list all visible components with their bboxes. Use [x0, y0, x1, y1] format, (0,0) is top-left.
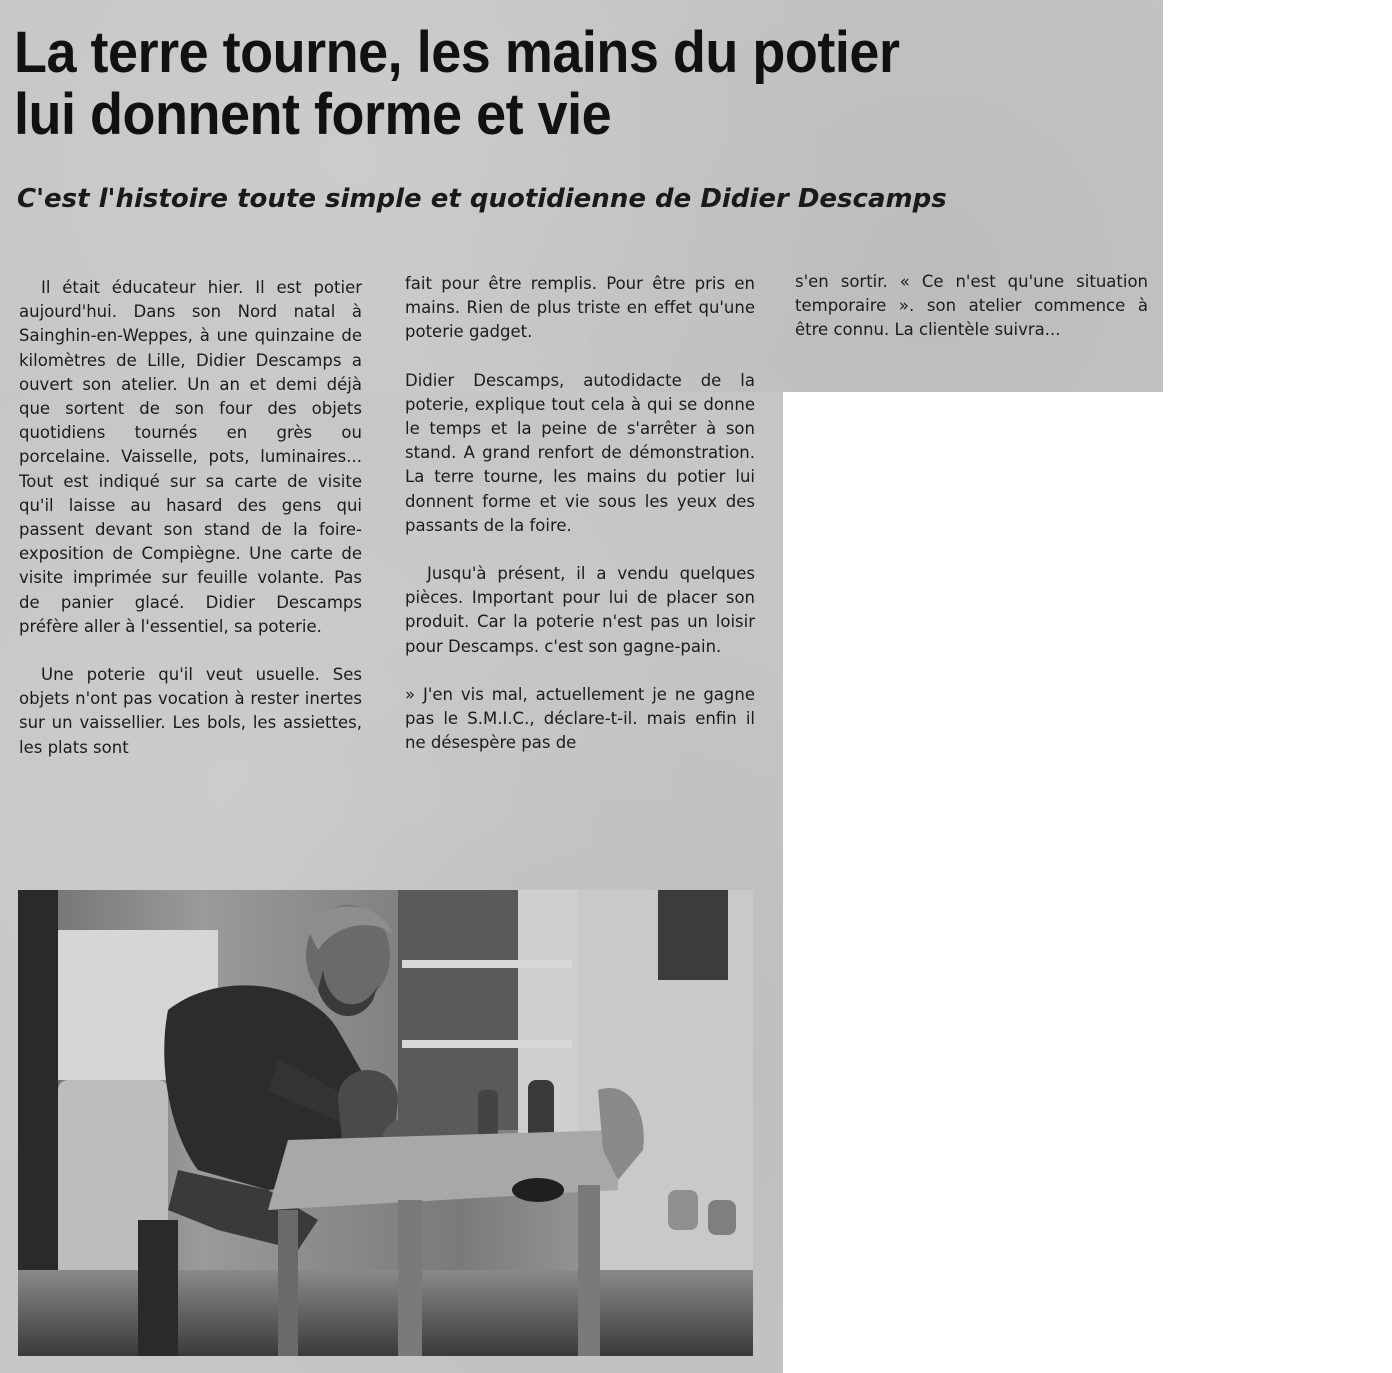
article-column-2 [405, 272, 755, 755]
paragraph: Une poterie qu'il veut usuelle. Ses objets n'ont pas vocation à rester inertes sur un vaissellier. Les bols, les assiettes, les plats sont [19, 665, 362, 757]
headline-line-1: La terre tourne, les mains du potier [14, 20, 900, 85]
potter-at-wheel-photo [18, 890, 753, 1356]
article-column-3 [795, 270, 1148, 343]
paragraph: s'en sortir. « Ce n'est qu'une situation temporaire ». son atelier commence à être connu. La clientèle suivra... [795, 272, 1148, 340]
paragraph: » J'en vis mal, actuellement je ne gagne pas le S.M.I.C., déclare-t-il. mais enfin il ne désespère pas de [405, 684, 755, 753]
subheadline: C'est l'histoire toute simple et quotidienne de Didier Descamps [17, 184, 947, 214]
paragraph: Il était éducateur hier. Il est potier aujourd'hui. Dans son Nord natal à Sainghin-en-Weppes, à une quinzaine de kilomètres de Lille, Didier Descamps a ouvert son atelier. Un an et demi déjà que sortent de son four des objets quotidiens tournés en grès ou porcelaine. Vaisselle, pots, luminaires... Tout est indiqué sur sa carte de visite qu'il laisse au hasard des gens qui passent devant son stand de la foire-exposition de Compiègne. Une carte de visite imprimée sur feuille volante. Pas de panier glacé. Didier Descamps préfère aller à l'essentiel, sa poterie. [19, 278, 362, 636]
headline [14, 22, 1065, 146]
headline-line-2: lui donnent forme et vie [14, 82, 612, 147]
paragraph: fait pour être remplis. Pour être pris en mains. Rien de plus triste en effet qu'une poterie gadget. [405, 274, 755, 342]
article-column-1 [19, 276, 362, 760]
paragraph: Jusqu'à présent, il a vendu quelques pièces. Important pour lui de placer son produit. Car la poterie n'est pas un loisir pour Descamps. c'est son gagne-pain. [405, 564, 755, 656]
paragraph: Didier Descamps, autodidacte de la poterie, explique tout cela à qui se donne le temps et la peine de s'arrêter à son stand. A grand renfort de démonstration. La terre tourne, les mains du potier lui donnent forme et vie sous les yeux des passants de la foire. [405, 370, 755, 535]
